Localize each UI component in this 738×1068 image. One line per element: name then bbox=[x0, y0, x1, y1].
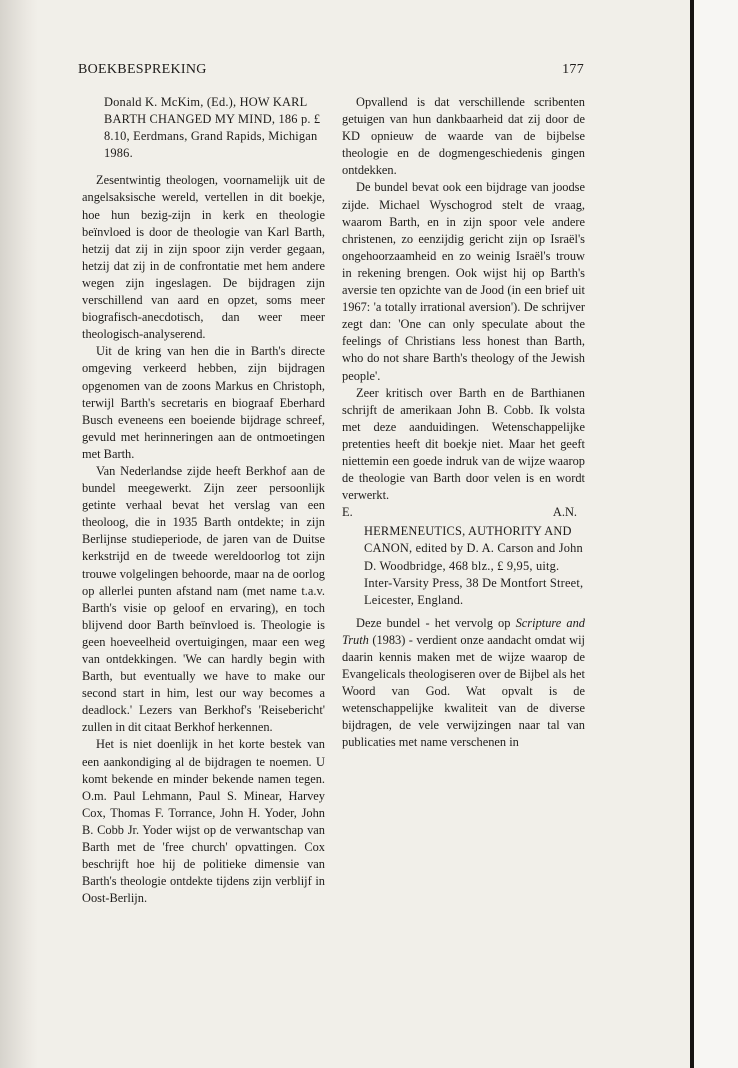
review1-paragraph: Zeer kritisch over Barth en de Barthianen schrijft de amerikaan John B. Cobb. Ik volsta met deze aanduidingen. Wetenschappelijke pretenties heeft dit boekje niet. Maar het geeft niettemin een goede indruk van de wijze waarop de theologie van Barth door velen is en wordt verwerkt. bbox=[342, 385, 585, 503]
signature-left: E. bbox=[342, 505, 353, 520]
left-column bbox=[82, 94, 325, 907]
review2-rest: (1983) - verdient onze aandacht omdat wij daarin kennis maken met de wijze waarop de Evangelicals theologiseren over de Bijbel als het Woord van God. Wat opvalt is de wetenschappelijke kwaliteit van de diverse bijdragen, de vele verwijzingen naar tal van publicaties met name verschenen in bbox=[342, 632, 585, 750]
review1-paragraph: Zesentwintig theologen, voornamelijk uit de angelsaksische wereld, vertellen in dit boekje, hoe hun bezig-zijn in kerk en theologie beïnvloed is door de theologie van Karl Barth, hetzij dat zij in zijn spoor zijn verder gegaan, hetzij dat zij in de confrontatie met hem andere wegen zijn ingeslagen. De bijdragen zijn verschillend van aard en opzet, soms meer biografisch-anecdotisch, dan weer meer theologisch-analyserend. bbox=[82, 173, 325, 342]
review1-paragraph: Opvallend is dat verschillende scribenten getuigen van hun dankbaarheid dat zij door de KD opnieuw de waarde van de bijbelse theologie en de dogmengeschiedenis gingen ontdekken. bbox=[342, 95, 585, 178]
signature-right: A.N. bbox=[552, 505, 577, 520]
running-head-title: BOEKBESPREKING bbox=[78, 62, 207, 77]
adjacent-page-strip bbox=[694, 0, 738, 1068]
review1-reference: Donald K. McKim, (Ed.), HOW KARL BARTH CHANGED MY MIND, 186 p. £ 8.10, Eerdmans, Grand Rapids, Michigan 1986. bbox=[104, 95, 321, 161]
review2-reference: HERMENEUTICS, AUTHORITY AND CANON, edited by D. A. Carson and John D. Woodbridge, 468 blz., £ 9,95, uitg. Inter-Varsity Press, 38 De Montfort Street, Leicester, England. bbox=[364, 524, 584, 607]
page-gutter-shadow bbox=[0, 0, 38, 1068]
review1-paragraph: Uit de kring van hen die in Barth's directe omgeving verkeerd hebben, zijn bijdragen opgenomen van de zoons Markus en Christoph, terwijl Barth's secretaris en biograaf Eberhard Busch eveneens een boeiende bijdrage schreef, gevuld met herinneringen aan de ontmoetingen met Barth. bbox=[82, 344, 325, 461]
page-number: 177 bbox=[562, 62, 584, 77]
review2-intro: Deze bundel - het vervolg op bbox=[356, 615, 516, 630]
book-title: Scripture and Truth bbox=[342, 615, 586, 647]
review1-signature bbox=[342, 504, 585, 521]
review1-paragraph: Het is niet doenlijk in het korte bestek van een aankondiging al de bijdragen te noemen. U komt bekende en minder bekende namen tegen. O.m. Paul Lehmann, Paul S. Minear, Harvey Cox, Thomas F. Torrance, John H. Yoder, John B. Cobb Jr. Yoder wijst op de verwantschap van Barth met de 'free church' opvattingen. Cox beschrijft hoe hij de politieke dimensie van Barth's theologie ontdekte tijdens zijn verblijf in Oost-Berlijn. bbox=[82, 737, 325, 906]
right-column bbox=[342, 94, 585, 752]
review2-paragraph bbox=[342, 615, 585, 752]
review1-paragraph: De bundel bevat ook een bijdrage van joodse zijde. Michael Wyschogrod stelt de vraag, waarom Barth, en in zijn spoor vele andere christenen, zo eenzijdig gericht zijn op Israël's ongehoorzaamheid en zo weinig Israël's trouw in rekening brengen. Ook wijst hij op Barth's aversie ten opzichte van de Jood (in een brief uit 1967: 'a totally irrational aversion'). De schrijver zegt dan: 'One can only speculate about the feelings of Christians less honest than Barth, who do not share Barth's theology of the Jewish people'. bbox=[342, 180, 585, 383]
review1-paragraph: Van Nederlandse zijde heeft Berkhof aan de bundel meegewerkt. Zijn zeer persoonlijk getinte verhaal bevat het verslag van een theoloog, die in 1935 Barth ontdekte; in zijn Berlijnse studieperiode, de jaren van de Duitse kerkstrijd en de tweede wereldoorlog tot zijn trouwe volgelingen behoorde, maar na de oorlog op allerlei punten afstand nam (met name t.a.v. Barth's visie op geloof en ervaring), en toch blijvend door Barth beïnvloed is. Theologie is geen hoeveelheid overtuigingen, maar een weg van ontdekkingen. 'We can hardly begin with Barth, but eventually we have to make our second start in him, lest our way becomes a deadlock.' Lezers van Berkhof's 'Reisebericht' zullen in dit citaat Berkhof herkennen. bbox=[82, 463, 325, 735]
